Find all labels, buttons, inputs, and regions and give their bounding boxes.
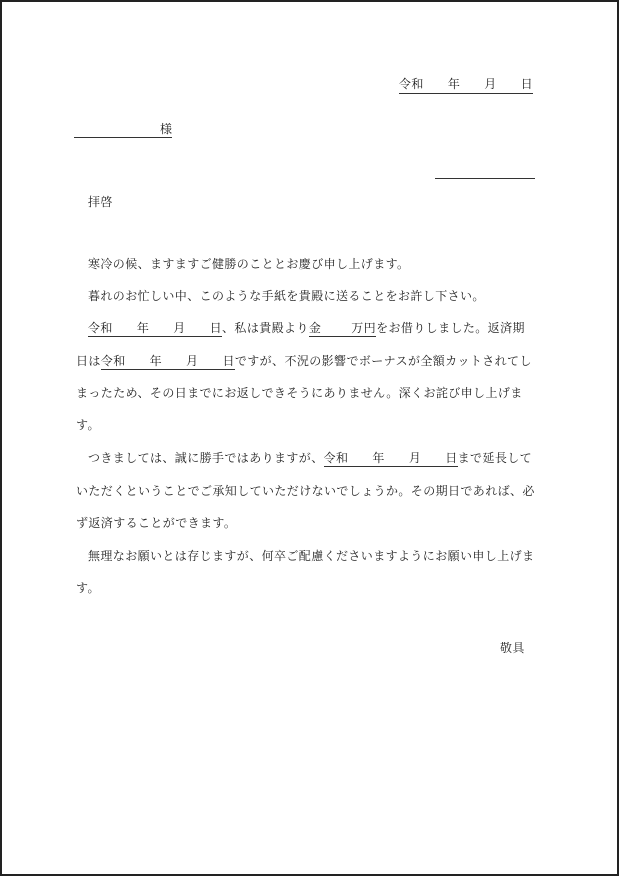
extension-date-field: 令和 年 月 日: [323, 451, 458, 465]
paragraph-2: [76, 288, 542, 304]
sender-name-blank: [435, 178, 535, 179]
date-year: 年: [447, 77, 461, 91]
paragraph-2-text: 暮れのお忙しい中、このような手紙を貴殿に送ることをお許し下さい。: [88, 289, 485, 303]
paragraph-5-line-1: 無理なお願いとは存じますが、何卒ご配慮くださいますようにお願い申し上げま: [88, 549, 535, 563]
due-date-field: 令和 年 月 日: [100, 354, 235, 368]
recipient-suffix: 様: [160, 122, 173, 136]
paragraph-1: [76, 256, 542, 272]
paragraph-1-text: 寒冷の候、ますますご健勝のこととお慶び申し上げます。: [88, 257, 410, 271]
closing: 敬具: [500, 641, 525, 655]
recipient-line: [74, 121, 172, 137]
date-era: 令和: [399, 77, 424, 91]
paragraph-3-line-4: す。: [76, 418, 100, 432]
date-day: 日: [520, 77, 534, 91]
paragraph-5-line-2: す。: [76, 581, 100, 595]
paragraph-3-line-3: まったため、その日までにお返しできそうにありません。深くお詫び申し上げま: [76, 386, 523, 400]
loan-amount-field: 金 万円: [308, 321, 377, 335]
paragraph-3-line-1: 令和 年 月 日、私は貴殿より金 万円をお借りしました。返済期: [88, 321, 525, 335]
paragraph-4-line-1: つきましては、誠に勝手ではありますが、令和 年 月 日まで延長して: [88, 451, 533, 465]
paragraph-4-line-3: ず返済することができます。: [76, 516, 237, 530]
date-month: 月: [484, 77, 497, 91]
paragraph-4-line-2: いただくということでご承知していただけないでしょうか。その期日であれば、必: [76, 484, 535, 498]
loan-date-field: 令和 年 月 日: [88, 321, 223, 335]
recipient-name-blank: [74, 122, 172, 138]
paragraph-3-line-2: 日は令和 年 月 日ですが、不況の影響でボーナスが全額カットされてし: [76, 354, 532, 368]
date-line: [399, 76, 533, 94]
salutation: 拝啓: [88, 195, 113, 209]
